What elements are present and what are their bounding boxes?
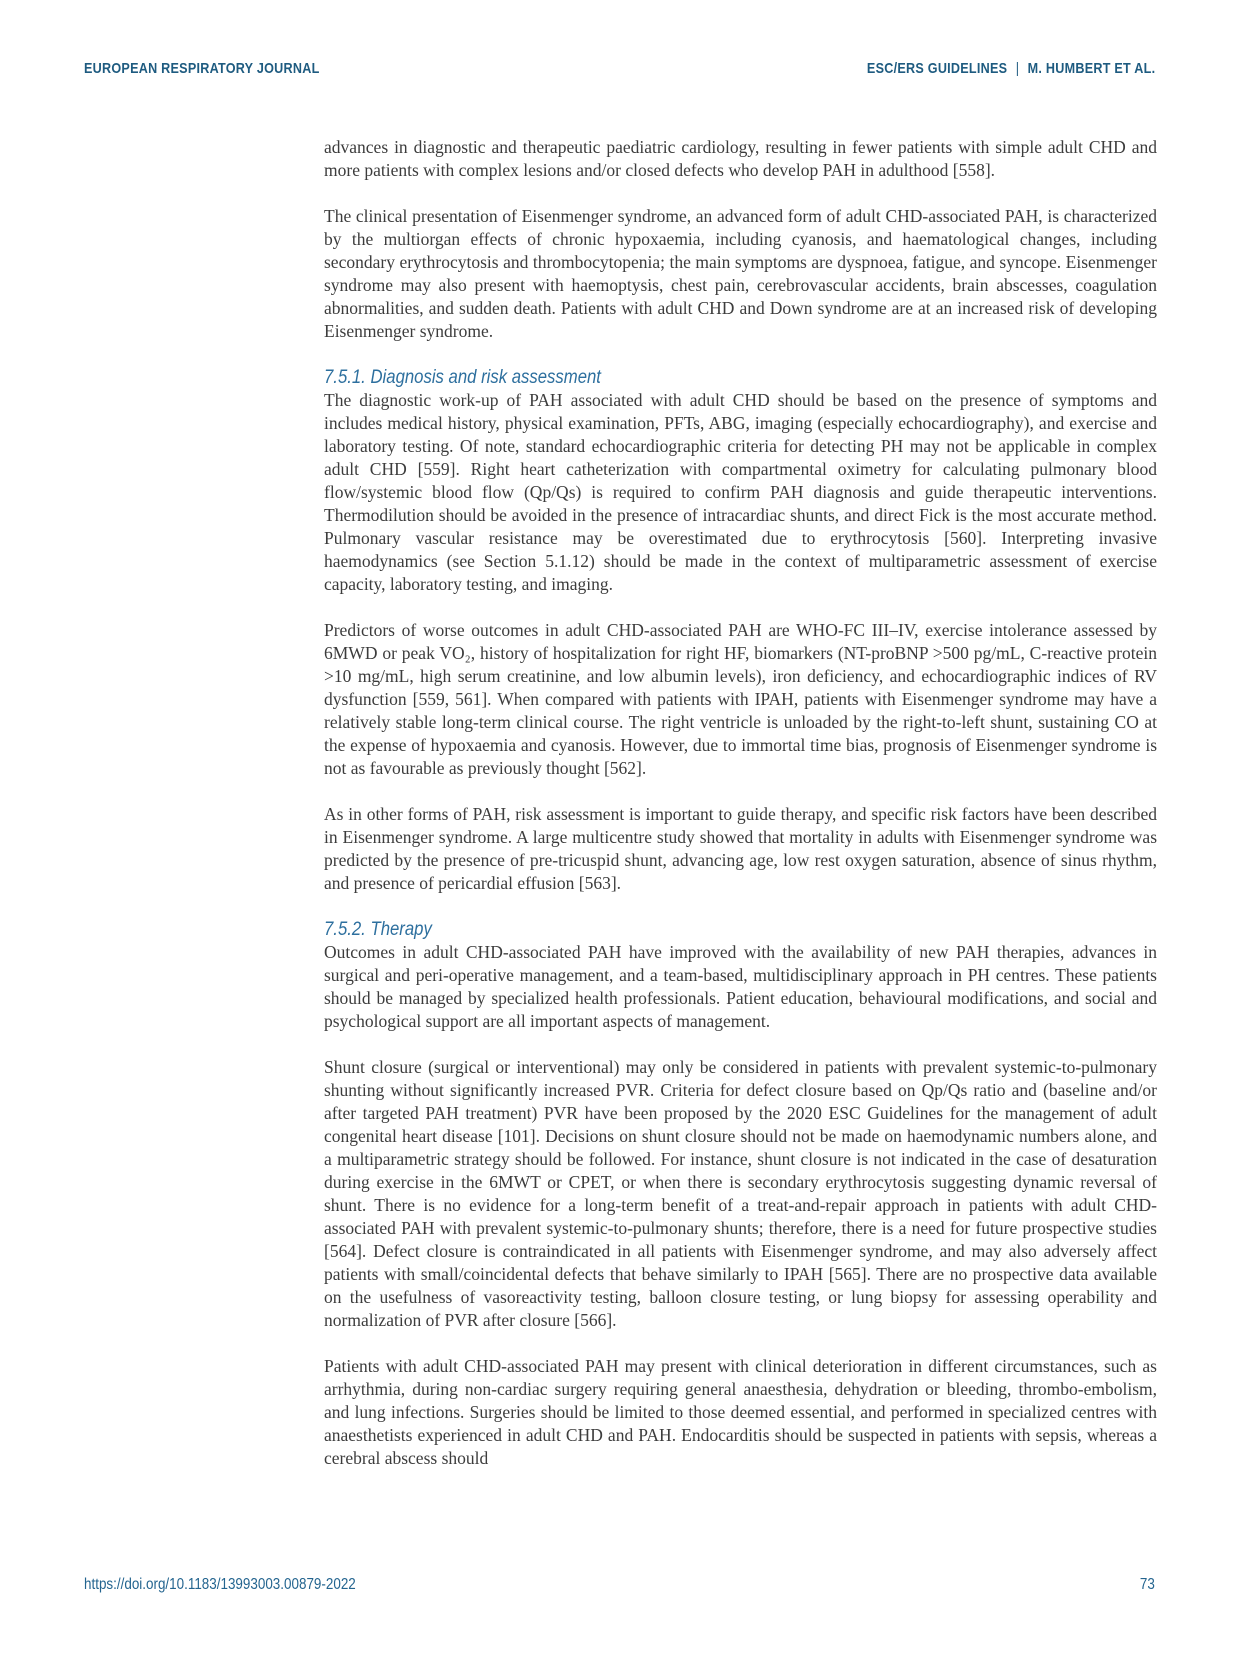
running-head-authors: M. HUMBERT ET AL. <box>1027 60 1155 77</box>
paragraph: The diagnostic work-up of PAH associated with adult CHD should be based on the presence of symptoms and includes medical history, physical examination, PFTs, ABG, imaging (especially echocardiography), and exercise and laboratory testing. Of note, standard echocardiographic criteria for detecting PH may not be applicable in complex adult CHD [559]. Right heart catheterization with compartmental oximetry for calculating pulmonary blood flow/systemic blood flow (Qp/Qs) is required to confirm PAH diagnosis and guide therapeutic interventions. Thermodilution should be avoided in the presence of intracardiac shunts, and direct Fick is the most accurate method. Pulmonary vascular resistance may be overestimated due to erythrocytosis [560]. Interpreting invasive haemodynamics (see Section 5.1.12) should be made in the context of multiparametric assessment of exercise capacity, laboratory testing, and imaging. <box>324 390 1157 594</box>
page-number: 73 <box>1140 1576 1155 1593</box>
section-heading <box>324 366 1157 389</box>
running-head <box>867 60 1155 77</box>
doi-link[interactable]: https://doi.org/10.1183/13993003.00879-2022 <box>84 1576 356 1593</box>
paragraph: Outcomes in adult CHD-associated PAH have improved with the availability of new PAH therapies, advances in surgical and peri-operative management, and a team-based, multidisciplinary approach in PH centres. These patients should be managed by specialized health professionals. Patient education, behavioural modifications, and social and psychological support are all important aspects of management. <box>324 942 1157 1031</box>
section-heading <box>324 918 1157 941</box>
running-head-separator: | <box>1015 60 1019 77</box>
paragraph: The clinical presentation of Eisenmenger syndrome, an advanced form of adult CHD-associated PAH, is characterized by the multiorgan effects of chronic hypoxaemia, including cyanosis, and haematological changes, including secondary erythrocytosis and thrombocytopenia; the main symptoms are dyspnoea, fatigue, and syncope. Eisenmenger syndrome may also present with haemoptysis, chest pain, cerebrovascular accidents, brain abscesses, coagulation abnormalities, and sudden death. Patients with adult CHD and Down syndrome are at an increased risk of developing Eisenmenger syndrome. <box>324 206 1157 341</box>
paragraph: Patients with adult CHD-associated PAH may present with clinical deterioration in different circumstances, such as arrhythmia, during non-cardiac surgery requiring general anaesthesia, dehydration or bleeding, thrombo-embolism, and lung infections. Surgeries should be limited to those deemed essential, and performed in specialized centres with anaesthetists experienced in adult CHD and PAH. Endocarditis should be suspected in patients with sepsis, whereas a cerebral abscess should <box>324 1356 1157 1468</box>
paragraph: advances in diagnostic and therapeutic paediatric cardiology, resulting in fewer patients with simple adult CHD and more patients with complex lesions and/or closed defects who develop PAH in adulthood [558]. <box>324 137 1157 180</box>
section-heading-label: 7.5.1. Diagnosis and risk assessment <box>324 367 601 388</box>
page-header <box>84 60 1155 77</box>
section-heading-label: 7.5.2. Therapy <box>324 919 432 940</box>
journal-title: EUROPEAN RESPIRATORY JOURNAL <box>84 60 320 77</box>
paragraph: Predictors of worse outcomes in adult CHD-associated PAH are WHO-FC III–IV, exercise intolerance assessed by 6MWD or peak VO₂, history of hospitalization for right HF, biomarkers (NT-proBNP >500 pg/mL, C-reactive protein >10 mg/mL, high serum creatinine, and low albumin levels), iron deficiency, and echocardiographic indices of RV dysfunction [559, 561]. When compared with patients with IPAH, patients with Eisenmenger syndrome may have a relatively stable long-term clinical course. The right ventricle is unloaded by the right-to-left shunt, sustaining CO at the expense of hypoxaemia and cyanosis. However, due to immortal time bias, prognosis of Eisenmenger syndrome is not as favourable as previously thought [562]. <box>324 620 1157 778</box>
running-head-article: ESC/ERS GUIDELINES <box>866 60 1007 77</box>
paragraph: As in other forms of PAH, risk assessment is important to guide therapy, and specific risk factors have been described in Eisenmenger syndrome. A large multicentre study showed that mortality in adults with Eisenmenger syndrome was predicted by the presence of pre-tricuspid shunt, advancing age, low rest oxygen saturation, absence of sinus rhythm, and presence of pericardial effusion [563]. <box>324 804 1157 893</box>
article-body <box>324 136 1157 1493</box>
page-footer <box>84 1576 1155 1594</box>
paragraph: Shunt closure (surgical or interventional) may only be considered in patients with prevalent systemic-to-pulmonary shunting without significantly increased PVR. Criteria for defect closure based on Qp/Qs ratio and (baseline and/or after targeted PAH treatment) PVR have been proposed by the 2020 ESC Guidelines for the management of adult congenital heart disease [101]. Decisions on shunt closure should not be made on haemodynamic numbers alone, and a multiparametric strategy should be followed. For instance, shunt closure is not indicated in the case of desaturation during exercise in the 6MWT or CPET, or when there is secondary erythrocytosis suggesting dynamic reversal of shunt. There is no evidence for a long-term benefit of a treat-and-repair approach in patients with adult CHD-associated PAH with prevalent systemic-to-pulmonary shunts; therefore, there is a need for future prospective studies [564]. Defect closure is contraindicated in all patients with Eisenmenger syndrome, and may also adversely affect patients with small/coincidental defects that behave similarly to IPAH [565]. There are no prospective data available on the usefulness of vasoreactivity testing, balloon closure testing, or lung biopsy for assessing operability and normalization of PVR after closure [566]. <box>324 1057 1157 1330</box>
